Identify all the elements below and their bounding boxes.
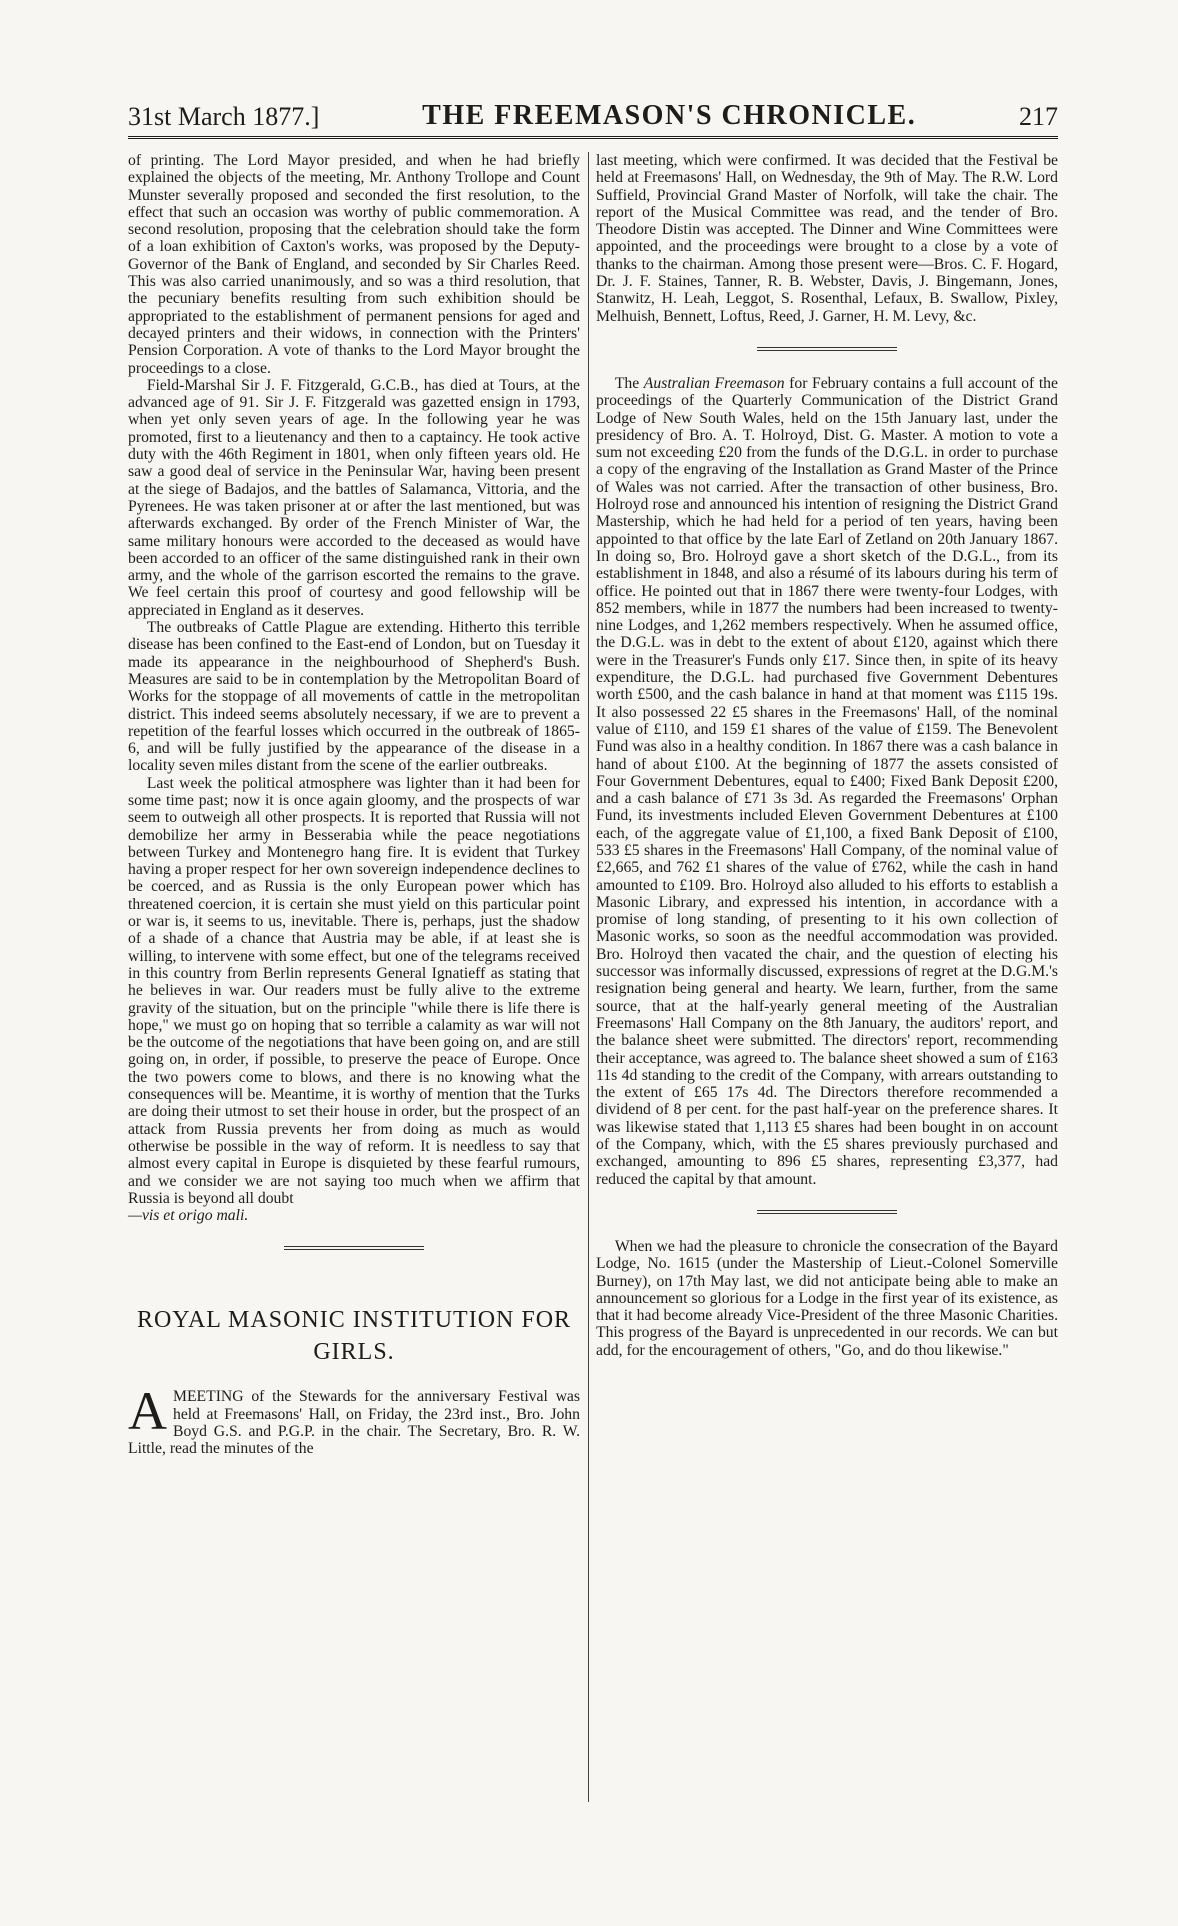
masthead-title: THE FREEMASON'S CHRONICLE. <box>422 100 917 131</box>
article-paragraph-tail <box>128 1207 580 1224</box>
page-number: 217 <box>1019 102 1058 131</box>
issue-date: 31st March 1877.] <box>128 102 320 131</box>
article-paragraph: last meeting, which were confirmed. It was decided that the Festival be held at Freemasons' Hall, on Wednesday, the 9th of May. The R.W. Lord Suffield, Provincial Grand Master of Norfolk, will take the chair. The report of the Musical Committee was read, and the tender of Bro. Theodore Distin was accepted. The Dinner and Wine Committees were appointed, and the proceedings were brought to a close by a vote of thanks to the chairman. Among those present were—Bros. C. F. Hogard, Dr. J. F. Staines, Tanner, R. B. Webster, Davis, J. Bingemann, Jones, Stanwitz, H. Leah, Leggot, S. Rosenthal, Lefaux, B. Swallow, Pixley, Melhuish, Bennett, Loftus, Reed, J. Garner, H. M. Levy, &c. <box>596 152 1058 325</box>
section-heading <box>128 1304 580 1368</box>
article-paragraph: Field-Marshal Sir J. F. Fitzgerald, G.C.B., has died at Tours, at the advanced age of 91. Sir J. F. Fitzgerald was gazetted ensign in 1793, when yet only seven years of age. In the following year he was promoted, first to a lieutenancy and then to a captaincy. He took active duty with the 46th Regiment in 1801, when only fifteen years old. He saw a good deal of service in the Peninsular War, having been present at the siege of Badajos, and the battles of Salamanca, Vittoria, and the Pyrenees. He was taken prisoner at or after the last mentioned, but was afterwards exchanged. By order of the French Minister of War, the same military honours were accorded to the deceased as would have been accorded to an officer of the same distinguished rank in their own army, and the whole of the garrison escorted the remains to the grave. We feel certain this proof of courtesy and good fellowship will be appreciated in England as it deserves. <box>128 376 580 619</box>
section-separator <box>284 1246 424 1250</box>
left-column <box>128 152 580 1458</box>
article-paragraph: of printing. The Lord Mayor presided, and when he had briefly explained the objects of the meeting, Mr. Anthony Trollope and Count Munster severally proposed and seconded the first resolution, to the effect that such an occasion was worthy of public commemoration. A second resolution, proposing that the celebration should take the form of a loan exhibition of Caxton's works, was proposed by the Deputy-Governor of the Bank of England, and seconded by Sir Charles Reed. This was also carried unanimously, and so was a third resolution, that the pecuniary benefits resulting from such exhibition should be appropriated to the establishment of permanent pensions for aged and decayed printers and their widows, in connection with the Printers' Pension Corporation. A vote of thanks to the Lord Mayor brought the proceedings to a close. <box>128 152 580 377</box>
drop-cap: A <box>128 1381 167 1442</box>
latin-phrase: —vis et origo mali. <box>128 1207 249 1225</box>
section-separator <box>757 347 897 351</box>
column-divider <box>588 152 589 1802</box>
section-heading-line: GIRLS. <box>313 1339 395 1366</box>
section-separator <box>757 1210 897 1214</box>
article-paragraph: Last week the political atmosphere was lighter than it had been for some time past; now it is once again gloomy, and the prospects of war seem to outweigh all other prospects. It is reported that Russia will not demobilize her army in Besserabia while the peace negotiations between Turkey and Montenegro hang fire. It is evident that Turkey having a proper respect for her own sovereign independence declines to be coerced, and as Russia is the only European power which has threatened coercion, it is certain she must yield on this particular point or war is, it seems to us, inevitable. There is, perhaps, just the shadow of a shade of a chance that Austria may be able, if at least she is willing, to intervene with some effect, but one of the telegrams received in this country from Berlin represents General Ignatieff as stating that he believes in war. Our readers must be fully alive to the extreme gravity of the situation, but on the principle "while there is life there is hope," we must go on hoping that so terrible a calamity as war will not be the outcome of the negotiations that have been going on, and are still going on, in order, if possible, to preserve the peace of Europe. Once the two powers come to blows, and there is no knowing what the consequences will be. Meantime, it is worthy of mention that the Turks are doing their utmost to set their house in order, but the prospect of an attack from Russia prevents her from doing as much as would otherwise be possible in the way of reform. It is needless to say that almost every capital in Europe is disquieted by these fearful rumours, and we consider we are not saying too much when we affirm that Russia is beyond all doubt <box>128 774 580 1207</box>
page-header <box>128 86 1058 139</box>
article-text: The <box>614 374 640 392</box>
article-text: for February contains a full account of the proceedings of the Quarterly Communication of the District Grand Lodge of New South Wales, held on the 15th January last, under the presidency of Bro. A. T. Holroyd, Dist. G. Master. A motion to vote a sum not exceeding £20 from the funds of the D.G.L. in order to purchase a copy of the engraving of the Installation as Grand Master of the Prince of Wales was not carried. After the transaction of other business, Bro. Holroyd rose and announced his intention of resigning the District Grand Mastership, which he had held for a period of ten years, having been appointed to that office by the late Earl of Zetland on 20th January 1867. In doing so, Bro. Holroyd gave a short sketch of the D.G.L., from its establishment in 1848, and also a résumé of its labours during his term of office. He pointed out that in 1867 there were twenty-four Lodges, with 852 members, while in 1877 the numbers had been increased to twenty-nine Lodges, and 1,262 members respectively. When he assumed office, the D.G.L. was in debt to the extent of about £120, against which there were in the Treasurer's Funds only £17. Since then, in spite of its heavy expenditure, the D.G.L. had purchased five Government Debentures worth £500, and the cash balance in hand at that moment was £115 19s. It also possessed 22 £5 shares in the Freemasons' Hall, of the nominal value of £110, and 159 £1 shares of the value of £159. The Benevolent Fund was also in a healthy condition. In 1867 there was a cash balance in hand of about £100. At the beginning of 1877 the assets consisted of Four Government Debentures, equal to £400; Fixed Bank Deposit £200, and a cash balance of £71 3s 3d. As regarded the Freemasons' Orphan Fund, its investments included Eleven Government Debentures at £100 each, of the aggregate value of £1,100, a fixed Bank Deposit of £100, 533 £5 shares in the Freemasons' Hall Company, of the nominal value of £2,665, and 762 £1 shares of the value of £762, while the cash in hand amounted to £109. Bro. Holroyd also alluded to his efforts to establish a Masonic Library, and expressed his intention, in accordance with a promise of long standing, of presenting to it his own collection of Masonic works, so soon as the needful accommodation was provided. Bro. Holroyd then vacated the chair, and the question of electing his successor was informally discussed, expressions of regret at the D.G.M.'s resignation being general and hearty. We learn, further, from the same source, that at the half-yearly general meeting of the Australian Freemasons' Hall Company on the 8th January, the auditors' report, and the balance sheet were submitted. The directors' report, recommending their acceptance, was agreed to. The balance sheet showed a sum of £163 11s 4d standing to the credit of the Company, with arrears outstanding to the extent of £65 17s 4d. The Directors therefore recommended a dividend of 8 per cent. for the past half-year on the preference shares. It was likewise stated that 1,113 £5 shares had been bought in on account of the Company, which, with the £5 shares previously purchased and exchanged, amounting to 896 £5 shares, representing £3,377, had reduced the capital by that amount. <box>596 374 1058 1188</box>
section-heading-line: ROYAL MASONIC INSTITUTION FOR <box>136 1307 572 1334</box>
publication-name: Australian Freemason <box>643 374 785 392</box>
right-column <box>596 152 1058 1359</box>
article-text: MEETING of the Stewards for the anniversary Festival was held at Freemasons' Hall, on Friday, the 23rd inst., Bro. John Boyd G.S. and P.G.P. in the chair. The Secretary, Bro. R. W. Little, read the minutes of the <box>128 1388 580 1458</box>
article-paragraph: When we had the pleasure to chronicle the consecration of the Bayard Lodge, No. 1615 (under the Mastership of Lieut.-Colonel Somerville Burney), on 17th May last, we did not anticipate being able to make an announcement so glorious for a Lodge in the first year of its existence, as that it had become already Vice-President of the three Masonic Charities. This progress of the Bayard is unprecedented in our records. We can but add, for the encouragement of others, "Go, and do thou likewise." <box>596 1237 1058 1359</box>
article-paragraph: The outbreaks of Cattle Plague are extending. Hitherto this terrible disease has been confined to the East-end of London, but on Tuesday it made its appearance in the neighbourhood of Shepherd's Bush. Measures are said to be in contemplation by the Metropolitan Board of Works for the stoppage of all movements of cattle in the metropolitan district. This indeed seems absolutely necessary, if we are to prevent a repetition of the fearful losses which occurred in the outbreak of 1865-6, and will be fully justified by the appearance of the disease in a locality seven miles distant from the scene of the earlier outbreaks. <box>128 619 580 775</box>
article-paragraph <box>128 1381 580 1458</box>
article-paragraph <box>596 375 1058 1188</box>
